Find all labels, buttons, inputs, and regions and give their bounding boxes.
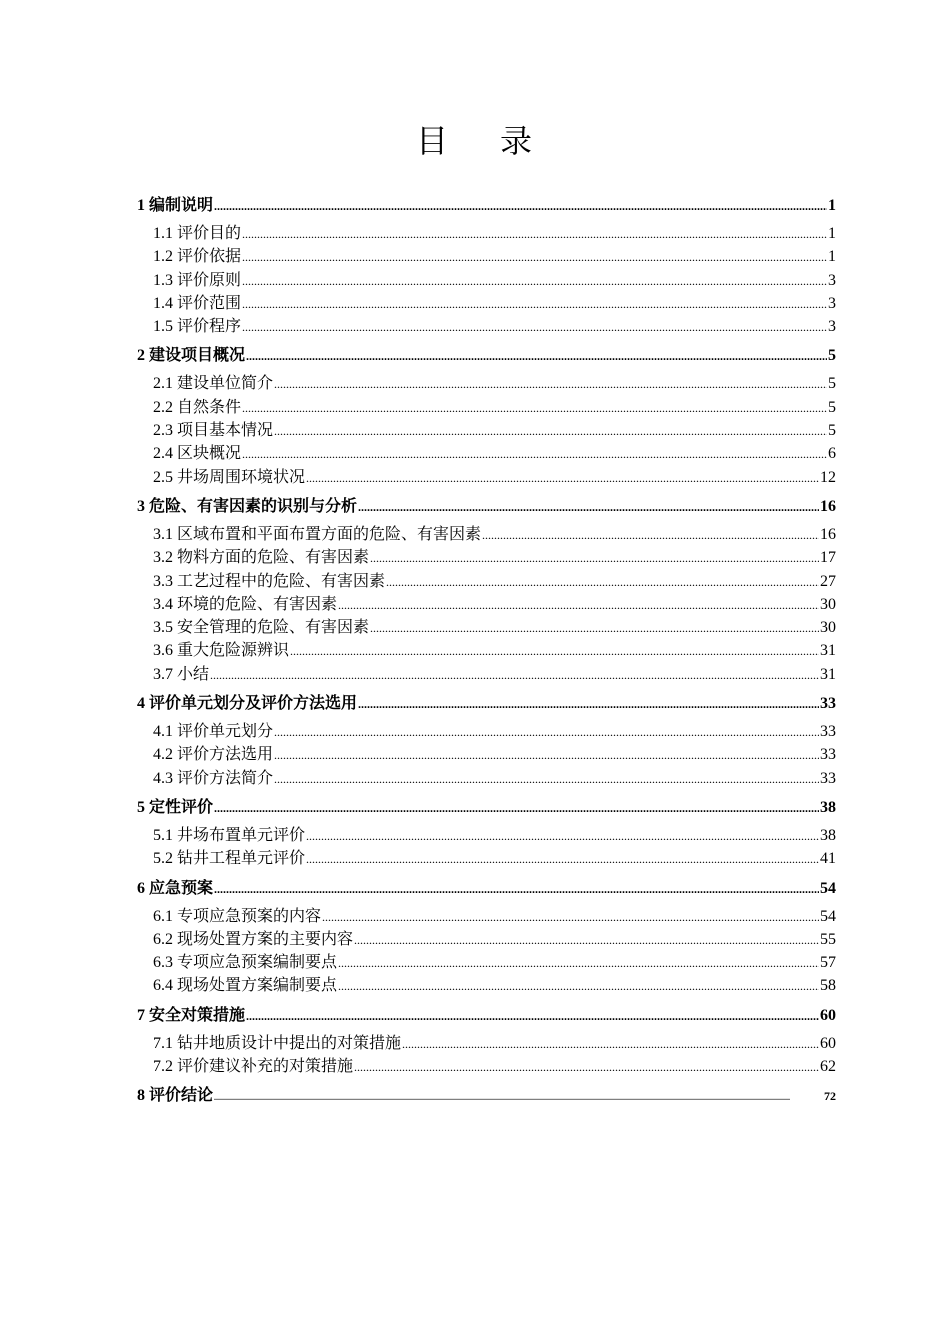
toc-dot-leader bbox=[246, 1009, 819, 1024]
toc-page-number: 57 bbox=[820, 954, 836, 972]
toc-section-entry[interactable] bbox=[137, 521, 836, 544]
toc-section-entry[interactable] bbox=[137, 370, 836, 393]
toc-page-number: 16 bbox=[820, 525, 836, 543]
toc-page-number: 5 bbox=[828, 375, 836, 393]
toc-page-number: 17 bbox=[820, 549, 836, 567]
toc-page-number: 38 bbox=[820, 826, 836, 844]
toc-page-number: 3 bbox=[828, 271, 836, 289]
toc-entry-label: 3.2 物料方面的危险、有害因素 bbox=[153, 549, 370, 567]
toc-dot-leader bbox=[402, 1037, 819, 1052]
toc-page-number: 12 bbox=[820, 468, 836, 486]
toc-entry-label: 6.2 现场处置方案的主要内容 bbox=[153, 930, 354, 948]
toc-entry-label: 5 定性评价 bbox=[137, 798, 214, 816]
toc-entry-label: 4.1 评价单元划分 bbox=[153, 723, 274, 741]
toc-entry-label: 5.2 钻井工程单元评价 bbox=[153, 850, 306, 868]
toc-dot-leader bbox=[214, 1093, 823, 1102]
toc-dot-leader bbox=[338, 979, 819, 994]
toc-chapter-entry[interactable] bbox=[137, 1002, 836, 1027]
toc-page-number: 62 bbox=[820, 1058, 836, 1076]
toc-dot-leader bbox=[482, 528, 819, 543]
toc-entry-label: 1 编制说明 bbox=[137, 197, 214, 214]
toc-dot-leader bbox=[242, 250, 827, 265]
toc-entry-label: 5.1 井场布置单元评价 bbox=[153, 826, 306, 844]
toc-dot-leader bbox=[242, 274, 827, 289]
toc-dot-leader bbox=[274, 377, 827, 392]
toc-page-number: 1 bbox=[828, 197, 836, 214]
toc-page-number: 5 bbox=[828, 347, 836, 365]
toc-section-entry[interactable] bbox=[137, 440, 836, 463]
toc-section-entry[interactable] bbox=[137, 417, 836, 440]
toc-dot-leader bbox=[274, 725, 819, 740]
toc-dot-leader bbox=[274, 748, 819, 763]
toc-dot-leader bbox=[214, 882, 819, 897]
toc-dot-leader bbox=[306, 829, 819, 844]
title-char-1: 目 bbox=[415, 122, 450, 160]
toc-dot-leader bbox=[354, 933, 819, 948]
toc-entry-label: 3.7 小结 bbox=[153, 665, 210, 683]
toc-entry-label: 2.3 项目基本情况 bbox=[153, 422, 274, 440]
toc-dot-leader bbox=[322, 910, 819, 925]
toc-entry-label: 7.1 钻井地质设计中提出的对策措施 bbox=[153, 1034, 402, 1052]
toc-chapter-entry[interactable] bbox=[137, 794, 836, 819]
toc-section-entry[interactable] bbox=[137, 845, 836, 868]
toc-page-number: 60 bbox=[820, 1006, 836, 1024]
toc-section-entry[interactable] bbox=[137, 661, 836, 684]
toc-entry-label: 7 安全对策措施 bbox=[137, 1006, 246, 1024]
toc-dot-leader bbox=[214, 199, 827, 214]
toc-page-number: 16 bbox=[820, 497, 836, 515]
toc-entry-label: 2.2 自然条件 bbox=[153, 398, 242, 416]
toc-chapter-entry[interactable] bbox=[137, 1082, 836, 1107]
toc-section-entry[interactable] bbox=[137, 822, 836, 845]
toc-section-entry[interactable] bbox=[137, 220, 836, 243]
toc-page-number: 30 bbox=[820, 619, 836, 637]
toc-dot-leader bbox=[274, 772, 819, 787]
page-title bbox=[0, 116, 950, 162]
toc-chapter-entry[interactable] bbox=[137, 690, 836, 715]
toc-page-number: 60 bbox=[820, 1034, 836, 1052]
toc-dot-leader bbox=[242, 447, 827, 462]
toc-page-number: 33 bbox=[820, 769, 836, 787]
toc-page-number: 1 bbox=[828, 248, 836, 266]
toc-entry-label: 4.3 评价方法简介 bbox=[153, 769, 274, 787]
toc-page-number: 3 bbox=[828, 318, 836, 336]
toc-dot-leader bbox=[242, 320, 827, 335]
toc-page-number: 54 bbox=[820, 907, 836, 925]
toc-page-number: 31 bbox=[820, 642, 836, 660]
toc-dot-leader bbox=[214, 801, 819, 816]
toc-entry-label: 6.3 专项应急预案编制要点 bbox=[153, 954, 338, 972]
toc-page-number: 5 bbox=[828, 422, 836, 440]
toc-section-entry[interactable] bbox=[137, 741, 836, 764]
toc-section-entry[interactable] bbox=[137, 972, 836, 995]
toc-dot-leader bbox=[354, 1060, 819, 1075]
toc-dot-leader bbox=[338, 956, 819, 971]
toc-section-entry[interactable] bbox=[137, 243, 836, 266]
toc-page-number: 58 bbox=[820, 977, 836, 995]
toc-dot-leader bbox=[306, 471, 819, 486]
toc-dot-leader bbox=[242, 227, 827, 242]
toc-page-number: 72 bbox=[824, 1089, 836, 1104]
toc-chapter-entry[interactable] bbox=[137, 342, 836, 367]
toc-page-number: 3 bbox=[828, 294, 836, 312]
toc-dot-leader bbox=[242, 401, 827, 416]
toc-dot-leader bbox=[242, 297, 827, 312]
toc-entry-label: 2.1 建设单位简介 bbox=[153, 375, 274, 393]
toc-dot-leader bbox=[246, 349, 827, 364]
toc-entry-label: 6 应急预案 bbox=[137, 879, 214, 897]
toc-section-entry[interactable] bbox=[137, 267, 836, 290]
toc-page-number: 6 bbox=[828, 445, 836, 463]
toc-section-entry[interactable] bbox=[137, 614, 836, 637]
toc-section-entry[interactable] bbox=[137, 1053, 836, 1076]
toc-dot-leader bbox=[370, 621, 819, 636]
toc-dot-leader bbox=[274, 424, 827, 439]
toc-dot-leader bbox=[306, 852, 819, 867]
toc-section-entry[interactable] bbox=[137, 394, 836, 417]
toc-page-number: 33 bbox=[820, 695, 836, 713]
toc-entry-label: 7.2 评价建议补充的对策措施 bbox=[153, 1058, 354, 1076]
toc-page-number: 54 bbox=[820, 879, 836, 897]
toc-page-number: 1 bbox=[828, 225, 836, 242]
toc-page-number: 41 bbox=[820, 850, 836, 868]
toc-dot-leader bbox=[358, 500, 819, 515]
toc-section-entry[interactable] bbox=[137, 765, 836, 788]
toc-dot-leader bbox=[210, 668, 819, 683]
toc-entry-label: 3 危险、有害因素的识别与分析 bbox=[137, 497, 358, 515]
toc-entry-label: 3.5 安全管理的危险、有害因素 bbox=[153, 619, 370, 637]
toc-entry-label: 1.5 评价程序 bbox=[153, 318, 242, 336]
toc-section-entry[interactable] bbox=[137, 926, 836, 949]
toc-entry-label: 1.1 评价目的 bbox=[153, 225, 242, 242]
toc-section-entry[interactable] bbox=[137, 544, 836, 567]
toc-dot-leader bbox=[338, 598, 819, 613]
toc-section-entry[interactable] bbox=[137, 903, 836, 926]
toc-page-number: 33 bbox=[820, 723, 836, 741]
toc-entry-label: 1.2 评价依据 bbox=[153, 248, 242, 266]
title-char-2: 录 bbox=[500, 122, 535, 160]
toc-entry-label: 3.4 环境的危险、有害因素 bbox=[153, 595, 338, 613]
toc-chapter-entry[interactable] bbox=[137, 875, 836, 900]
toc-dot-leader bbox=[358, 697, 819, 712]
toc-page-number: 38 bbox=[820, 798, 836, 816]
toc-dot-leader bbox=[386, 575, 819, 590]
toc-section-entry[interactable] bbox=[137, 290, 836, 313]
toc-page-number: 27 bbox=[820, 572, 836, 590]
toc-section-entry[interactable] bbox=[137, 313, 836, 336]
toc-page-number: 55 bbox=[820, 930, 836, 948]
toc-page-number: 5 bbox=[828, 398, 836, 416]
toc-section-entry[interactable] bbox=[137, 591, 836, 614]
toc-entry-label: 4 评价单元划分及评价方法选用 bbox=[137, 695, 358, 713]
toc-page-number: 31 bbox=[820, 665, 836, 683]
toc-dot-leader bbox=[290, 644, 819, 659]
toc-entry-label: 3.1 区域布置和平面布置方面的危险、有害因素 bbox=[153, 525, 482, 543]
toc-entry-label: 3.3 工艺过程中的危险、有害因素 bbox=[153, 572, 386, 590]
toc-section-entry[interactable] bbox=[137, 718, 836, 741]
toc-section-entry[interactable] bbox=[137, 949, 836, 972]
toc-chapter-entry[interactable] bbox=[137, 493, 836, 518]
toc-entry-label: 2.5 井场周围环境状况 bbox=[153, 468, 306, 486]
toc-section-entry[interactable] bbox=[137, 464, 836, 487]
toc-page-number: 33 bbox=[820, 746, 836, 764]
toc-page-number: 30 bbox=[820, 595, 836, 613]
table-of-contents bbox=[137, 192, 836, 1110]
toc-entry-label: 2.4 区块概况 bbox=[153, 445, 242, 463]
toc-entry-label: 1.3 评价原则 bbox=[153, 271, 242, 289]
toc-section-entry[interactable] bbox=[137, 568, 836, 591]
toc-entry-label: 3.6 重大危险源辨识 bbox=[153, 642, 290, 660]
toc-chapter-entry[interactable] bbox=[137, 192, 836, 217]
toc-entry-label: 4.2 评价方法选用 bbox=[153, 746, 274, 764]
toc-entry-label: 2 建设项目概况 bbox=[137, 347, 246, 365]
toc-entry-label: 6.4 现场处置方案编制要点 bbox=[153, 977, 338, 995]
toc-section-entry[interactable] bbox=[137, 637, 836, 660]
toc-entry-label: 6.1 专项应急预案的内容 bbox=[153, 907, 322, 925]
toc-dot-leader bbox=[370, 551, 819, 566]
toc-entry-label: 1.4 评价范围 bbox=[153, 294, 242, 312]
toc-entry-label: 8 评价结论 bbox=[137, 1087, 214, 1105]
toc-section-entry[interactable] bbox=[137, 1030, 836, 1053]
